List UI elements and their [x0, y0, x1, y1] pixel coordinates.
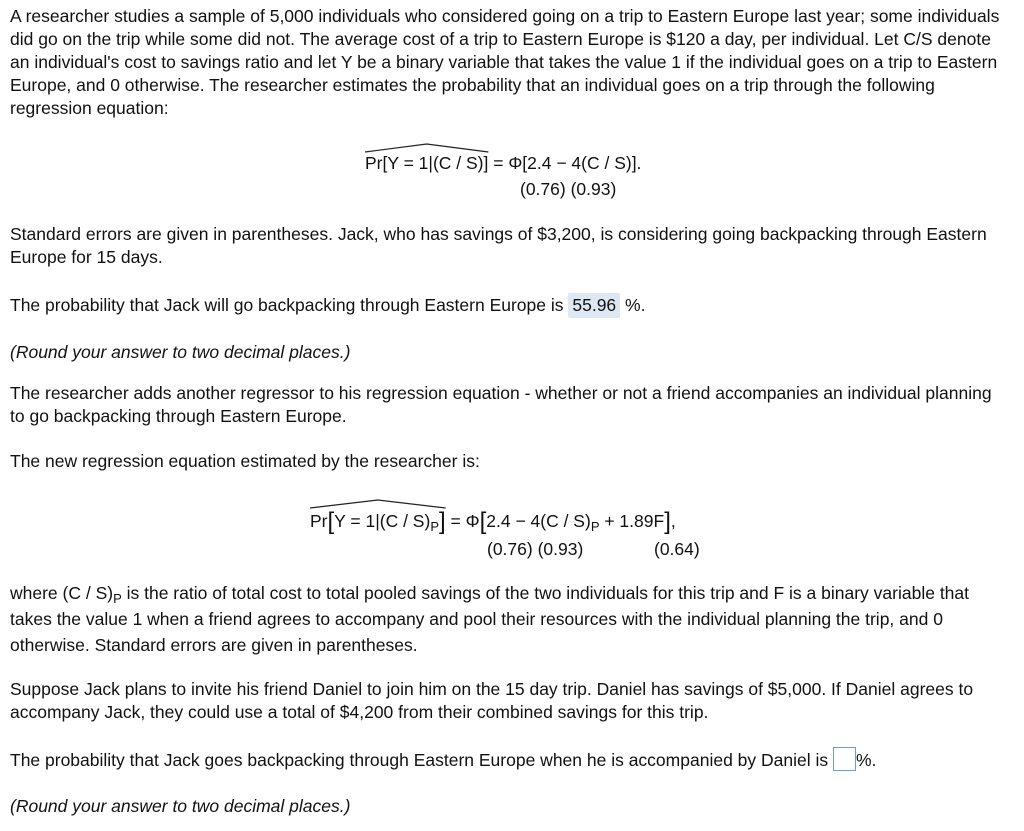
- question-1: The probability that Jack will go backpacking through Eastern Europe is 55.96 %.: [10, 293, 1010, 318]
- answer-1-value[interactable]: 55.96: [568, 293, 620, 318]
- eq1-lhs: Pr[Y = 1|(C / S)]: [365, 152, 488, 175]
- regression-equation-1: [365, 152, 641, 175]
- eq1-standard-errors: (0.76) (0.93): [520, 179, 617, 199]
- eq1-rhs: = Φ[2.4 − 4(C / S)].: [493, 153, 642, 173]
- intro-paragraph: A researcher studies a sample of 5,000 individuals who considered going on a trip to Eastern Europe last year; some individuals did go on the trip while some did not. The average cost of a trip to Eastern Europe is $120 a day, per individual. Let C/S denote an individual's cost to savings ratio and let Y be a binary variable that takes the value 1 if the individual goes on a trip to Eastern Europe, and 0 otherwise. The researcher estimates the probability that an individual goes on a trip through the following regression equation:: [10, 6, 1000, 118]
- daniel-paragraph: Suppose Jack plans to invite his friend Daniel to join him on the 15 day trip. Daniel has savings of $5,000. If Daniel agrees to accompany Jack, they could use a total of $4,200 from their combined savings for this trip.: [10, 679, 974, 722]
- where-paragraph: where $(C / S)_P$ is the ratio of total cost to total pooled savings of the two individuals for this trip and F is a binary variable that takes the value 1 when a friend agrees to accompany and pool their resources with the individual planning the trip, and 0 otherwise. Standard errors are given in parentheses.: [10, 583, 970, 655]
- answer-2-input[interactable]: [833, 747, 856, 771]
- new-regressor-paragraph: The researcher adds another regressor to his regression equation - whether or not a friend accompanies an individual planning to go backpacking through Eastern Europe.: [10, 383, 992, 426]
- question-2: The probability that Jack goes backpacking through Eastern Europe when he is accompanied by Daniel is %.: [10, 747, 1010, 772]
- regression-equation-2: $Pr[Y = 1|(C / S)_P] = \Phi[2.4 - 4(C / S)_P + 1.89F]$,: [310, 508, 676, 533]
- round-note-1: (Round your answer to two decimal places.): [10, 342, 351, 362]
- eq2-lhs: $Pr[Y = 1|(C / S)_P]$: [310, 508, 446, 533]
- eq2-standard-errors-right: (0.64): [654, 539, 700, 559]
- standard-errors-note: Standard errors are given in parentheses. Jack, who has savings of $3,200, is considering going backpacking through Eastern Europe for 15 days.: [10, 224, 987, 267]
- hat-accent-icon: [365, 143, 488, 153]
- round-note-2: (Round your answer to two decimal places.): [10, 796, 351, 816]
- new-equation-intro: The new regression equation estimated by the researcher is:: [10, 451, 480, 471]
- eq2-standard-errors-left: (0.76) (0.93): [487, 539, 584, 559]
